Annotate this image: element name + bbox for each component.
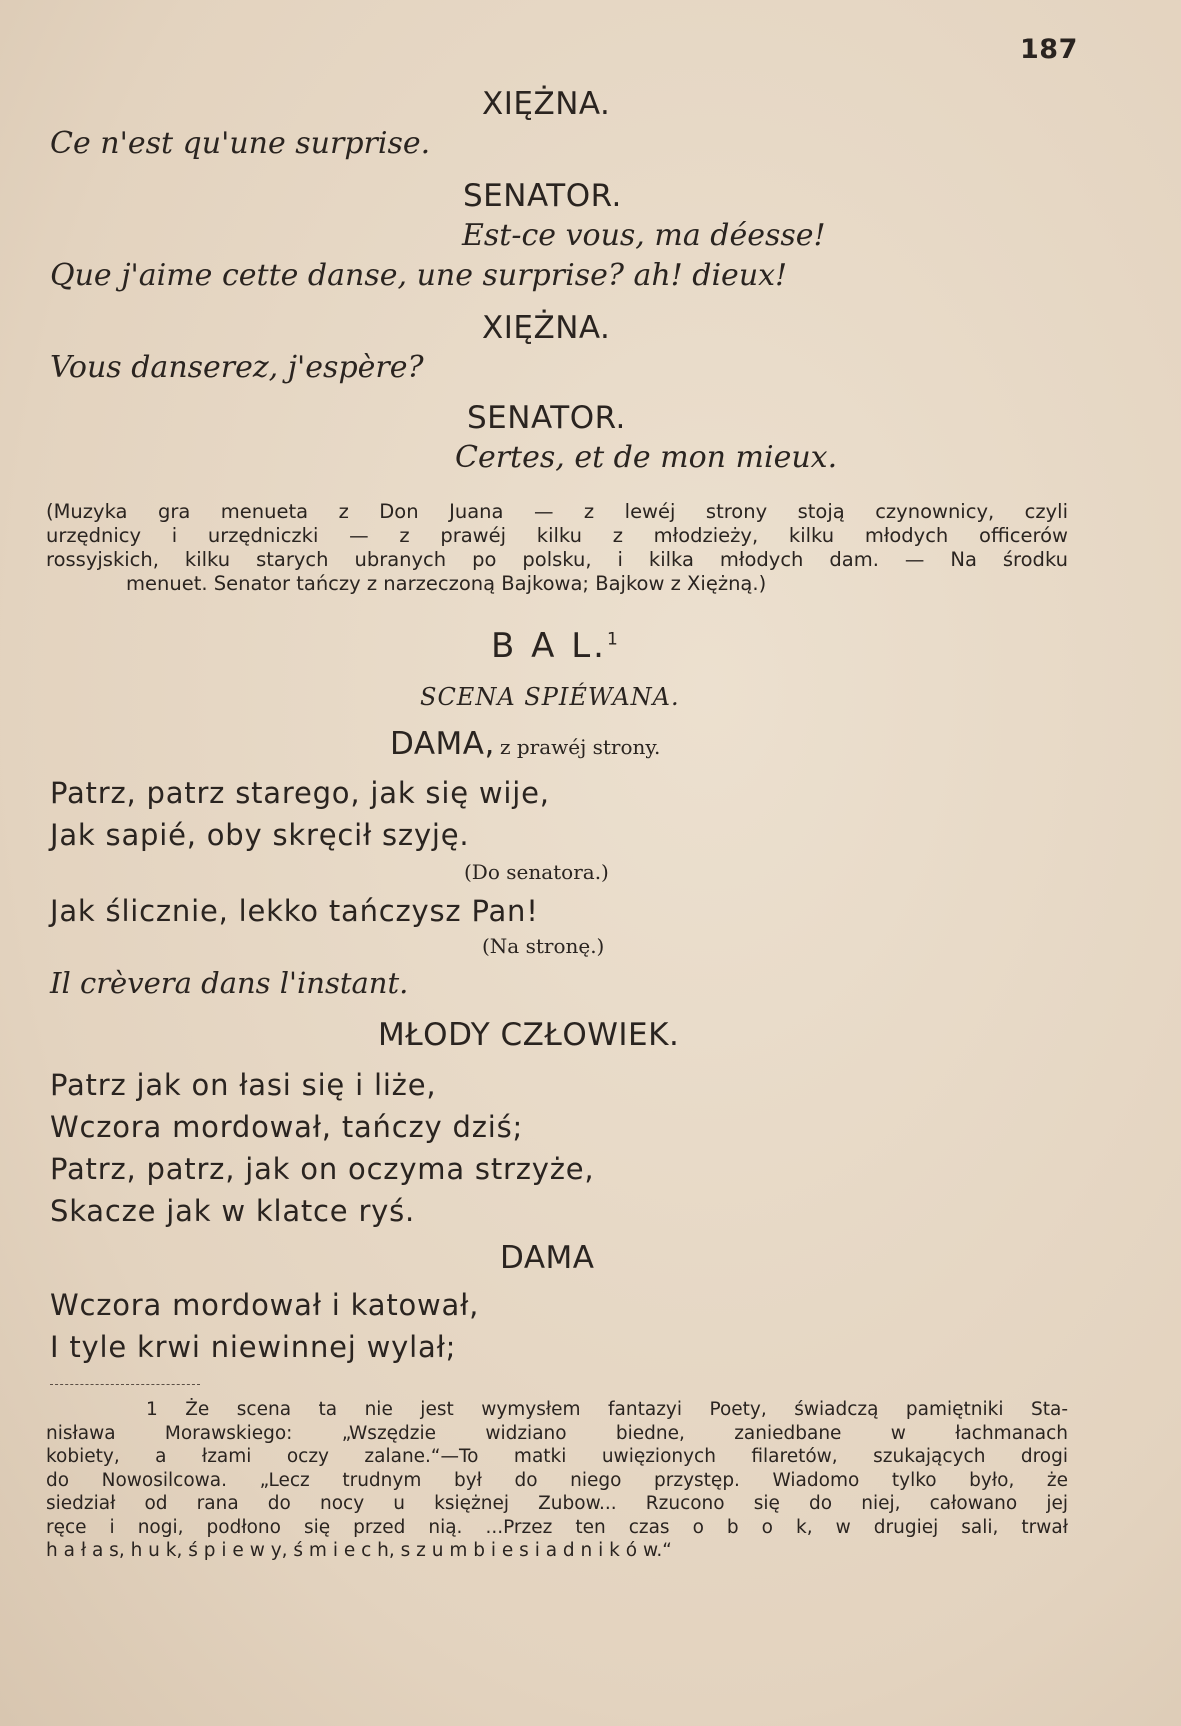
footnote-separator (50, 1384, 200, 1385)
verse-line: Jak ślicznie, lekko tańczysz Pan! (50, 894, 539, 928)
verse-line: Skacze jak w klatce ryś. (50, 1194, 416, 1228)
dialogue-line: Que j'aime cette danse, une surprise? ah! dieux! (50, 258, 788, 293)
verse-line: Wczora mordował, tańczy dziś; (50, 1110, 524, 1144)
footnote-mark: 1 (606, 629, 621, 650)
dialogue-line: Certes, et de mon mieux. (455, 440, 838, 475)
speaker-dama: DAMA (500, 1240, 595, 1276)
speaker-note: z prawéj strony. (499, 735, 661, 759)
speaker-xiezna: XIĘŻNA. (482, 86, 611, 122)
speaker-senator: SENATOR. (467, 400, 626, 436)
section-title (491, 626, 621, 666)
stage-direction-line: urzędnicy i urzędniczki — z prawéj kilku z młodzieży, kilku młodych officerów (46, 524, 1068, 547)
speaker-senator: SENATOR. (463, 178, 622, 214)
dialogue-line: Est-ce vous, ma déesse! (462, 218, 826, 253)
section-title-text: B A L. (491, 626, 607, 666)
page-number: 187 (1020, 34, 1078, 65)
verse-line: Patrz, patrz starego, jak się wije, (50, 776, 550, 810)
dialogue-line: Ce n'est qu'une surprise. (50, 126, 431, 161)
verse-line: I tyle krwi niewinnej wylał; (50, 1330, 457, 1364)
speaker-mlody-czlowiek: MŁODY CZŁOWIEK. (378, 1017, 680, 1053)
footnote-line: siedział od rana do nocy u księżnej Zubow... Rzucono się do niej, całowano jej (46, 1493, 1068, 1514)
verse-line: Wczora mordował i katował, (50, 1288, 480, 1322)
footnote-line: h a ł a s, h u k, ś p i e w y, ś m i e c h, s z u m b i e s i a d n i k ó w.“ (46, 1540, 672, 1561)
dialogue-line: Vous danserez, j'espère? (50, 350, 424, 385)
speaker-dama-line (390, 726, 660, 762)
footnote-line: kobiety, a łzami oczy zalane.“—To matki uwięzionych filaretów, szukających drogi (46, 1446, 1068, 1467)
verse-line: Patrz jak on łasi się i liże, (50, 1068, 437, 1102)
verse-line: Il crèvera dans l'instant. (50, 966, 409, 1000)
stage-direction-line: menuet. Senator tańczy z narzeczoną Bajkowa; Bajkow z Xiężną.) (126, 572, 767, 595)
footnote (46, 1398, 1068, 1563)
speaker-xiezna: XIĘŻNA. (482, 310, 611, 346)
stage-direction-line: rossyjskich, kilku starych ubranych po polsku, i kilka młodych dam. — Na środku (46, 548, 1068, 571)
verse-line: Patrz, patrz, jak on oczyma strzyże, (50, 1152, 595, 1186)
verse-line: Jak sapié, oby skręcił szyję. (50, 818, 470, 852)
section-subtitle: SCENA SPIÉWANA. (420, 683, 680, 711)
stage-direction-line: (Muzyka gra menueta z Don Juana — z lewéj strony stoją czynownicy, czyli (46, 500, 1068, 523)
footnote-line: do Nowosilcowa. „Lecz trudnym był do niego przystęp. Wiadomo tylko było, że (46, 1469, 1068, 1491)
stage-note: (Na stronę.) (482, 934, 605, 958)
speaker-dama: DAMA, (390, 726, 495, 762)
footnote-line: nisława Morawskiego: „Wszędzie widziano biedne, zaniedbane w łachmanach (46, 1422, 1068, 1444)
footnote-line: 1 Że scena ta nie jest wymysłem fantazyi Poety, świadczą pamiętniki Sta- (146, 1399, 1068, 1420)
stage-note: (Do senatora.) (464, 860, 609, 884)
stage-direction (46, 500, 1068, 596)
footnote-line: ręce i nogi, podłono się przed nią. ...Przez ten czas o b o k, w drugiej sali, trwał (46, 1516, 1068, 1538)
